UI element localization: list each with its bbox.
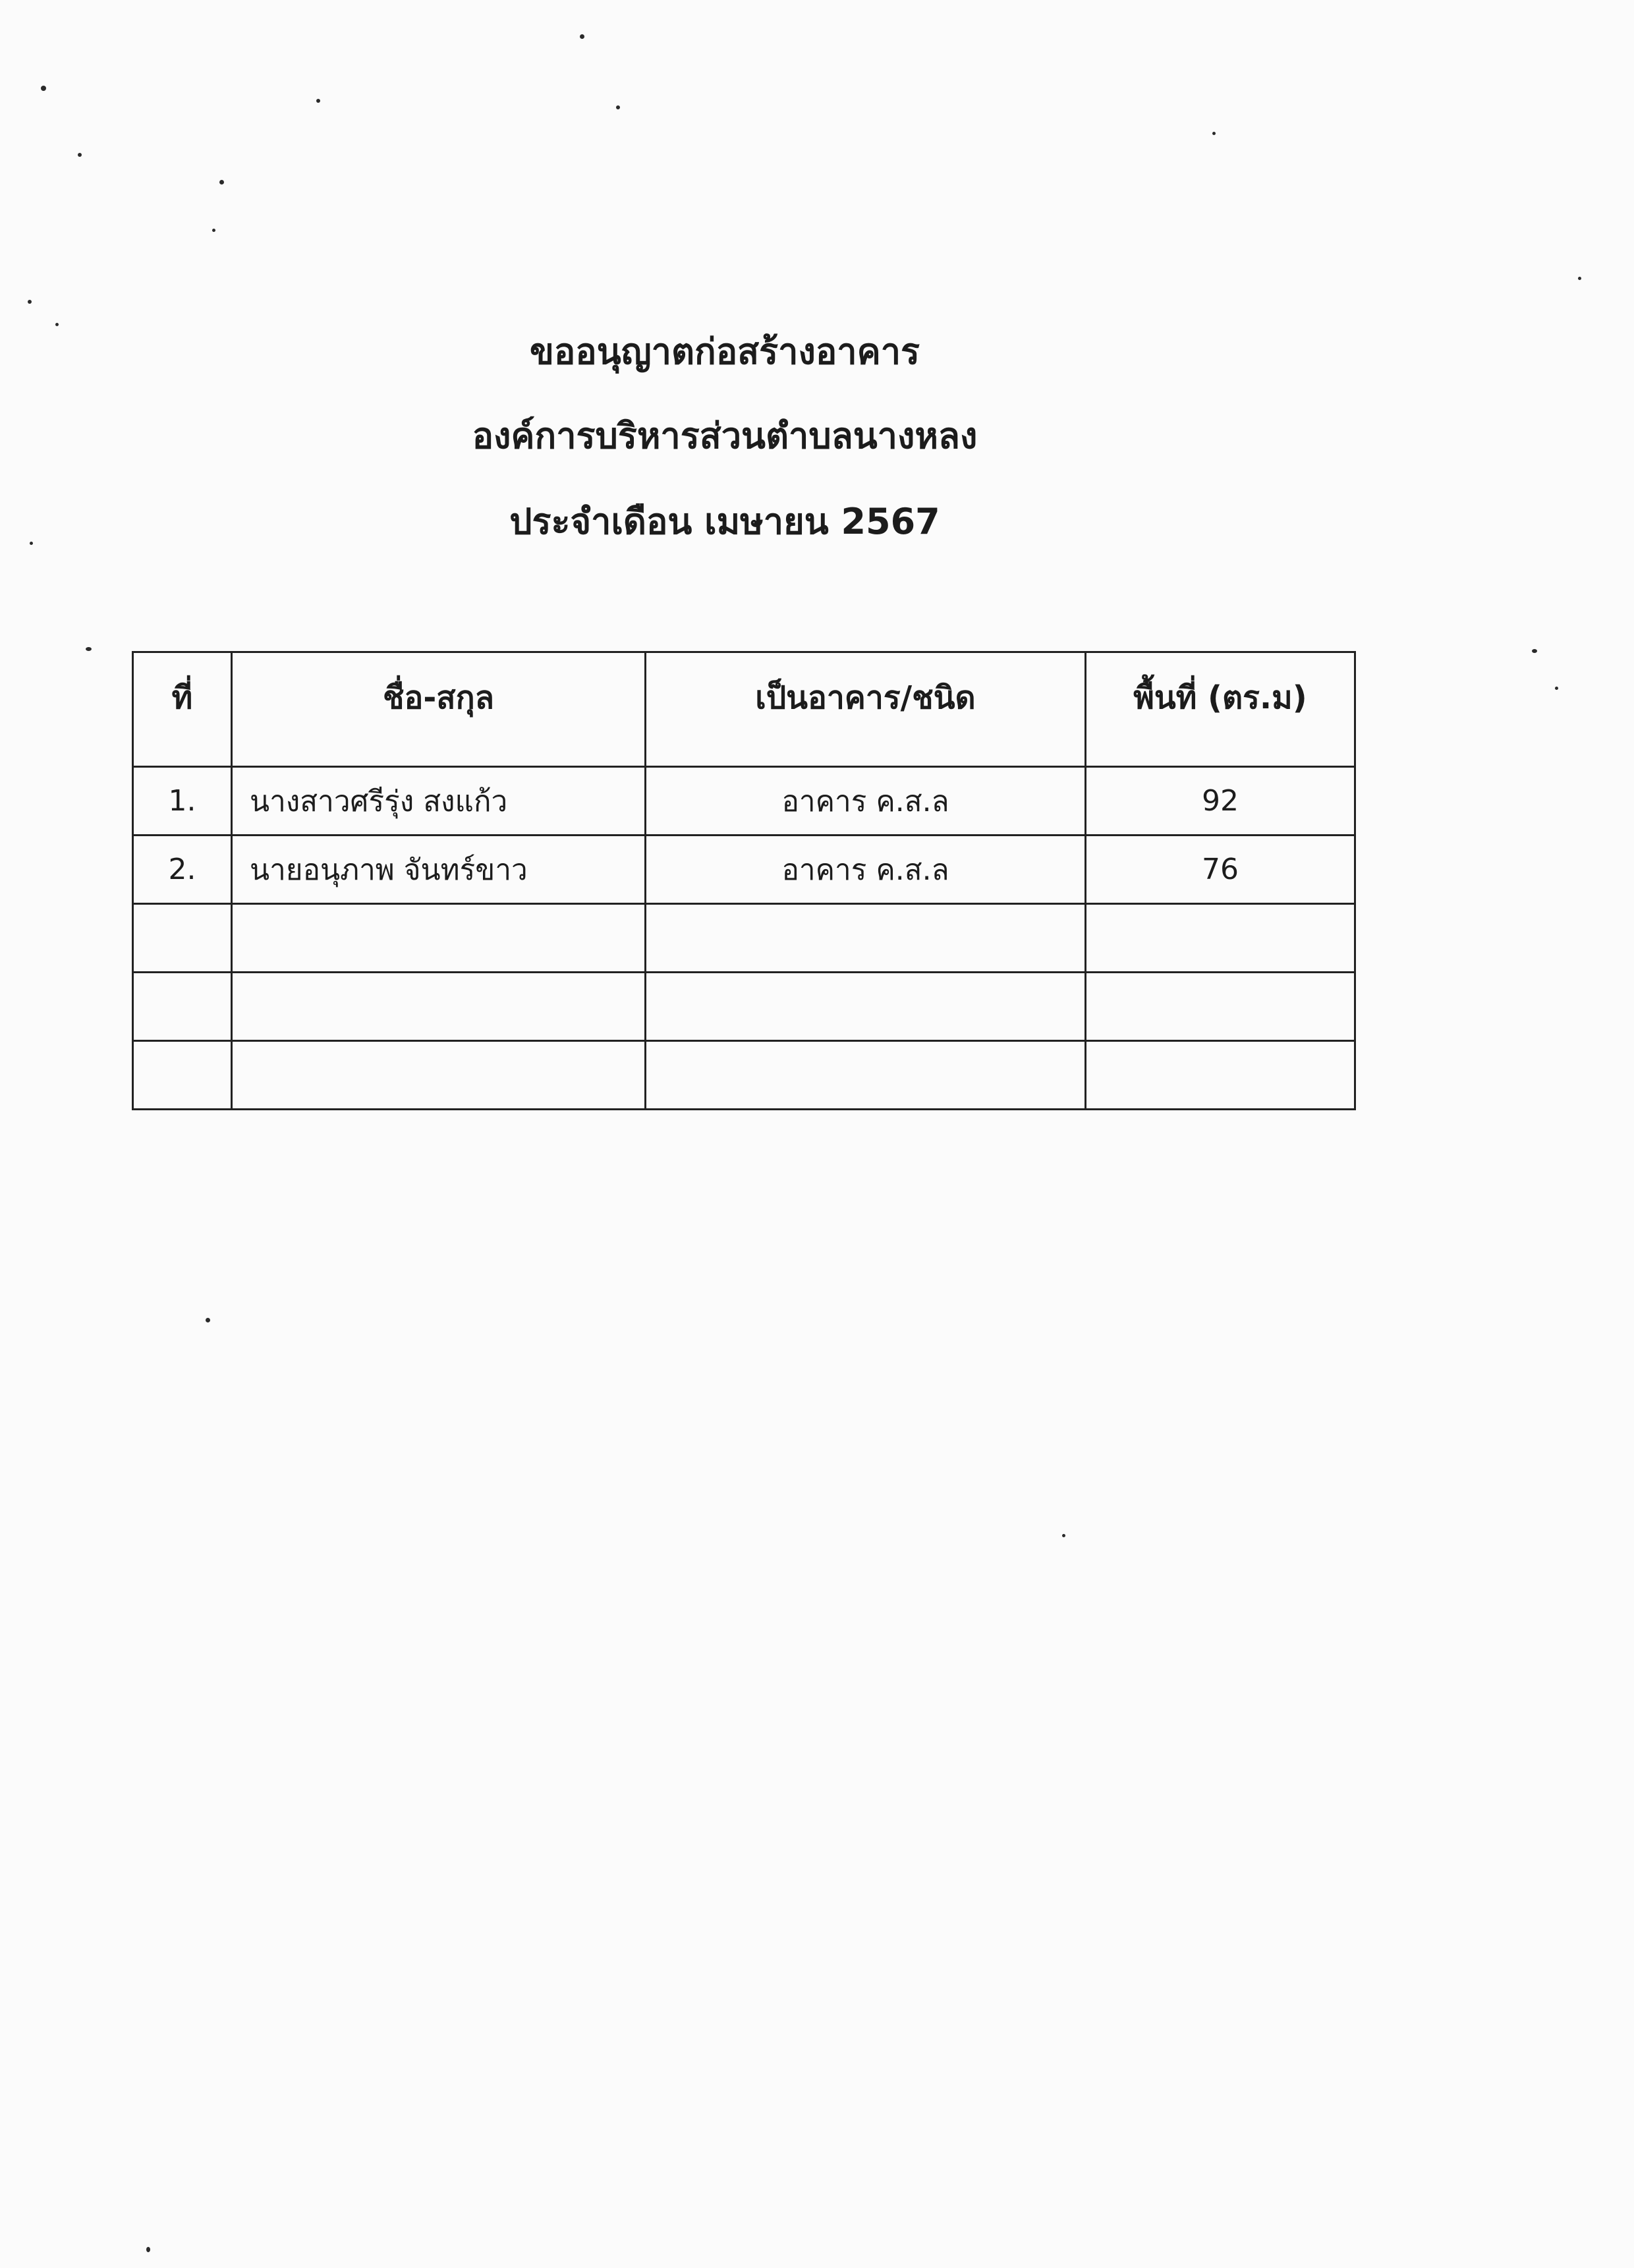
scan-speck [580, 34, 584, 39]
row-no [133, 973, 232, 1041]
row-area [1086, 973, 1355, 1041]
reporting-period: ประจำเดือน เมษายน 2567 [509, 501, 940, 542]
table-row [133, 767, 1355, 836]
row-name [232, 1041, 646, 1110]
scan-speck [86, 647, 92, 651]
scan-speck [41, 86, 46, 91]
scan-speck [212, 229, 215, 232]
row-name [232, 904, 646, 973]
scan-speck [146, 2247, 150, 2252]
scan-speck [78, 153, 82, 157]
row-area [1086, 1041, 1355, 1110]
document-title: ขออนุญาตก่อสร้างอาคาร [529, 331, 920, 372]
scan-speck [28, 300, 32, 304]
row-area [1086, 904, 1355, 973]
row-no: 1. [133, 767, 232, 836]
table-row [133, 836, 1355, 904]
scan-speck [1062, 1534, 1065, 1537]
scan-speck [219, 180, 224, 184]
row-building-type: อาคาร ค.ส.ล [646, 836, 1086, 904]
table-row-empty [133, 1041, 1355, 1110]
row-building-type: อาคาร ค.ส.ล [646, 767, 1086, 836]
header-no: ที่ [133, 652, 232, 767]
table-header-row [133, 652, 1355, 767]
row-building-type [646, 1041, 1086, 1110]
table-row-empty [133, 973, 1355, 1041]
row-no [133, 904, 232, 973]
header-name: ชื่อ-สกุล [232, 652, 646, 767]
row-name [232, 973, 646, 1041]
row-area: 92 [1086, 767, 1355, 836]
building-permit-table [132, 651, 1356, 1110]
scan-speck [1532, 649, 1537, 653]
header-building-type: เป็นอาคาร/ชนิด [646, 652, 1086, 767]
row-no: 2. [133, 836, 232, 904]
organization-name: องค์การบริหารส่วนตำบลนางหลง [472, 415, 978, 457]
row-name: นางสาวศรีรุ่ง สงแก้ว [232, 767, 646, 836]
table-row-empty [133, 904, 1355, 973]
scan-speck [1212, 132, 1216, 135]
header-area: พื้นที่ (ตร.ม) [1086, 652, 1355, 767]
scan-speck [616, 105, 620, 109]
row-no [133, 1041, 232, 1110]
scan-speck [1555, 687, 1558, 690]
scan-speck [1578, 277, 1581, 280]
scan-speck [316, 99, 320, 103]
scan-speck [206, 1318, 210, 1322]
row-name: นายอนุภาพ จันทร์ขาว [232, 836, 646, 904]
row-building-type [646, 973, 1086, 1041]
row-area: 76 [1086, 836, 1355, 904]
row-building-type [646, 904, 1086, 973]
